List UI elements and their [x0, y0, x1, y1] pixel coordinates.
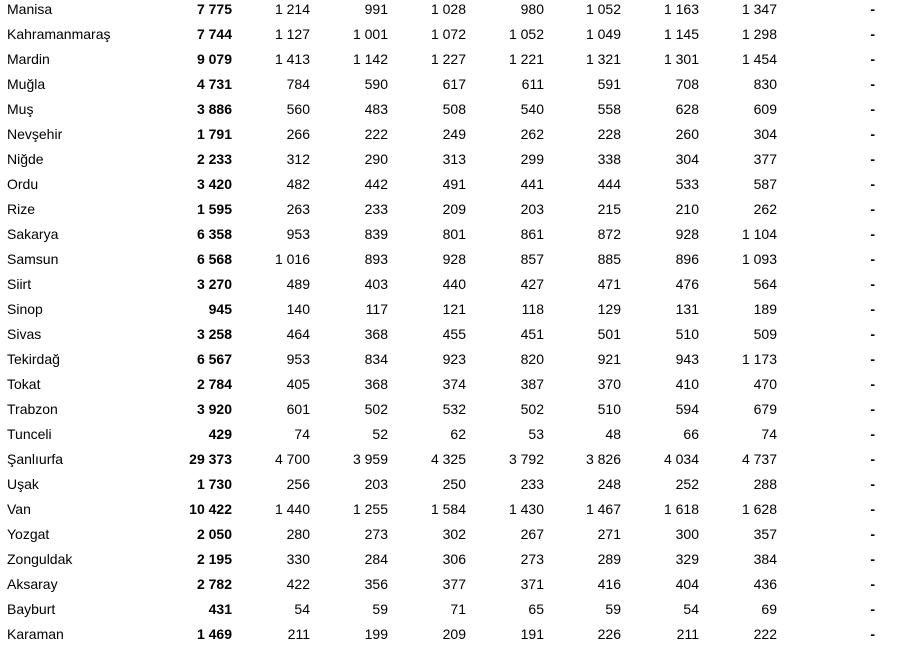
- value-cell: 300: [675, 526, 699, 542]
- empty-value-cell: -: [870, 201, 875, 217]
- value-cell: 203: [520, 201, 544, 217]
- value-cell: 4 034: [663, 451, 699, 467]
- total-cell: 3 270: [196, 276, 232, 292]
- province-name-cell: Yozgat: [7, 526, 50, 542]
- value-cell: 4 737: [741, 451, 777, 467]
- table-row: [0, 222, 897, 247]
- table-row: [0, 272, 897, 297]
- table-row: [0, 547, 897, 572]
- value-cell: 558: [597, 101, 621, 117]
- total-cell: 2 233: [196, 151, 232, 167]
- value-cell: 1 214: [274, 1, 310, 17]
- value-cell: 252: [675, 476, 699, 492]
- total-cell: 7 744: [196, 26, 232, 42]
- value-cell: 211: [676, 626, 699, 642]
- value-cell: 211: [287, 626, 310, 642]
- total-cell: 2 784: [196, 376, 232, 392]
- value-cell: 953: [286, 226, 310, 242]
- value-cell: 69: [761, 601, 777, 617]
- value-cell: 74: [761, 426, 777, 442]
- province-name-cell: Siirt: [7, 276, 32, 292]
- table-row: [0, 347, 897, 372]
- value-cell: 306: [442, 551, 466, 567]
- province-name-cell: Bayburt: [7, 601, 56, 617]
- value-cell: 1 221: [508, 51, 544, 67]
- total-cell: 6 567: [196, 351, 232, 367]
- value-cell: 74: [294, 426, 310, 442]
- total-cell: 6 568: [196, 251, 232, 267]
- value-cell: 357: [753, 526, 777, 542]
- value-cell: 416: [597, 576, 621, 592]
- value-cell: 440: [442, 276, 466, 292]
- value-cell: 1 321: [585, 51, 621, 67]
- value-cell: 1 298: [741, 26, 777, 42]
- value-cell: 1 255: [352, 501, 388, 517]
- value-cell: 1 145: [663, 26, 699, 42]
- total-cell: 3 258: [196, 326, 232, 342]
- table-row: [0, 422, 897, 447]
- total-cell: 431: [208, 601, 232, 617]
- value-cell: 1 584: [430, 501, 466, 517]
- value-cell: 189: [753, 301, 777, 317]
- total-cell: 2 782: [196, 576, 232, 592]
- value-cell: 885: [597, 251, 621, 267]
- table-row: [0, 372, 897, 397]
- value-cell: 59: [372, 601, 388, 617]
- value-cell: 3 792: [508, 451, 544, 467]
- empty-value-cell: -: [870, 101, 875, 117]
- value-cell: 267: [520, 526, 544, 542]
- table-row: [0, 297, 897, 322]
- empty-value-cell: -: [870, 401, 875, 417]
- value-cell: 991: [364, 1, 388, 17]
- value-cell: 591: [597, 76, 621, 92]
- province-name-cell: Niğde: [7, 151, 44, 167]
- value-cell: 284: [364, 551, 388, 567]
- value-cell: 1 618: [663, 501, 699, 517]
- value-cell: 1 430: [508, 501, 544, 517]
- value-cell: 356: [364, 576, 388, 592]
- table-row: [0, 497, 897, 522]
- value-cell: 483: [364, 101, 388, 117]
- value-cell: 532: [442, 401, 466, 417]
- total-cell: 2 195: [196, 551, 232, 567]
- empty-value-cell: -: [870, 251, 875, 267]
- value-cell: 609: [753, 101, 777, 117]
- value-cell: 233: [364, 201, 388, 217]
- value-cell: 533: [675, 176, 699, 192]
- value-cell: 590: [364, 76, 388, 92]
- value-cell: 374: [442, 376, 466, 392]
- value-cell: 222: [364, 126, 388, 142]
- value-cell: 410: [675, 376, 699, 392]
- table-row: [0, 122, 897, 147]
- province-name-cell: Tunceli: [7, 426, 52, 442]
- table-row: [0, 397, 897, 422]
- province-name-cell: Trabzon: [7, 401, 58, 417]
- total-cell: 1 595: [196, 201, 232, 217]
- total-cell: 1 469: [196, 626, 232, 642]
- value-cell: 471: [597, 276, 621, 292]
- value-cell: 444: [597, 176, 621, 192]
- value-cell: 4 700: [274, 451, 310, 467]
- value-cell: 560: [286, 101, 310, 117]
- province-name-cell: Zonguldak: [7, 551, 73, 567]
- value-cell: 587: [753, 176, 777, 192]
- value-cell: 262: [753, 201, 777, 217]
- province-name-cell: Nevşehir: [7, 126, 63, 142]
- value-cell: 117: [365, 301, 388, 317]
- value-cell: 436: [753, 576, 777, 592]
- province-name-cell: Sakarya: [7, 226, 59, 242]
- empty-value-cell: -: [870, 426, 875, 442]
- table-row: [0, 172, 897, 197]
- value-cell: 1 413: [274, 51, 310, 67]
- value-cell: 3 959: [352, 451, 388, 467]
- value-cell: 288: [753, 476, 777, 492]
- empty-value-cell: -: [870, 76, 875, 92]
- value-cell: 330: [286, 551, 310, 567]
- table-row: [0, 622, 897, 647]
- table-row: [0, 0, 897, 22]
- value-cell: 501: [597, 326, 621, 342]
- value-cell: 312: [286, 151, 310, 167]
- value-cell: 928: [442, 251, 466, 267]
- total-cell: 10 422: [189, 501, 232, 517]
- table-row: [0, 522, 897, 547]
- value-cell: 271: [597, 526, 621, 542]
- empty-value-cell: -: [870, 326, 875, 342]
- empty-value-cell: -: [870, 551, 875, 567]
- value-cell: 403: [364, 276, 388, 292]
- value-cell: 233: [520, 476, 544, 492]
- value-cell: 834: [364, 351, 388, 367]
- value-cell: 1 052: [585, 1, 621, 17]
- value-cell: 53: [528, 426, 544, 442]
- value-cell: 427: [520, 276, 544, 292]
- value-cell: 921: [597, 351, 621, 367]
- value-cell: 129: [597, 301, 621, 317]
- value-cell: 508: [442, 101, 466, 117]
- value-cell: 66: [683, 426, 699, 442]
- value-cell: 215: [597, 201, 621, 217]
- empty-value-cell: -: [870, 576, 875, 592]
- province-name-cell: Mardin: [7, 51, 50, 67]
- value-cell: 540: [520, 101, 544, 117]
- value-cell: 210: [675, 201, 699, 217]
- value-cell: 3 826: [585, 451, 621, 467]
- value-cell: 617: [442, 76, 466, 92]
- value-cell: 820: [520, 351, 544, 367]
- table-row: [0, 322, 897, 347]
- value-cell: 304: [753, 126, 777, 142]
- value-cell: 442: [364, 176, 388, 192]
- total-cell: 7 775: [196, 1, 232, 17]
- value-cell: 455: [442, 326, 466, 342]
- province-name-cell: Aksaray: [7, 576, 58, 592]
- value-cell: 1 628: [741, 501, 777, 517]
- value-cell: 273: [364, 526, 388, 542]
- total-cell: 945: [208, 301, 232, 317]
- value-cell: 203: [364, 476, 388, 492]
- value-cell: 470: [753, 376, 777, 392]
- value-cell: 290: [364, 151, 388, 167]
- value-cell: 861: [520, 226, 544, 242]
- value-cell: 371: [520, 576, 544, 592]
- value-cell: 222: [753, 626, 777, 642]
- value-cell: 273: [520, 551, 544, 567]
- value-cell: 118: [521, 301, 544, 317]
- value-cell: 980: [520, 1, 544, 17]
- empty-value-cell: -: [870, 226, 875, 242]
- value-cell: 249: [442, 126, 466, 142]
- total-cell: 29 373: [189, 451, 232, 467]
- value-cell: 594: [675, 401, 699, 417]
- province-name-cell: Şanlıurfa: [7, 451, 64, 467]
- value-cell: 628: [675, 101, 699, 117]
- empty-value-cell: -: [870, 476, 875, 492]
- value-cell: 209: [442, 201, 466, 217]
- value-cell: 1 104: [741, 226, 777, 242]
- value-cell: 59: [605, 601, 621, 617]
- total-cell: 3 886: [196, 101, 232, 117]
- value-cell: 476: [675, 276, 699, 292]
- value-cell: 502: [364, 401, 388, 417]
- value-cell: 1 454: [741, 51, 777, 67]
- value-cell: 209: [442, 626, 466, 642]
- table-row: [0, 147, 897, 172]
- province-name-cell: Tekirdağ: [7, 351, 60, 367]
- table-row: [0, 22, 897, 47]
- value-cell: 263: [286, 201, 310, 217]
- value-cell: 54: [683, 601, 699, 617]
- province-name-cell: Van: [7, 501, 31, 517]
- value-cell: 384: [753, 551, 777, 567]
- value-cell: 71: [450, 601, 466, 617]
- table-row: [0, 47, 897, 72]
- value-cell: 509: [753, 326, 777, 342]
- value-cell: 1 440: [274, 501, 310, 517]
- value-cell: 299: [520, 151, 544, 167]
- value-cell: 893: [364, 251, 388, 267]
- value-cell: 830: [753, 76, 777, 92]
- value-cell: 491: [442, 176, 466, 192]
- value-cell: 140: [286, 301, 310, 317]
- province-name-cell: Kahramanmaraş: [7, 26, 111, 42]
- total-cell: 1 730: [196, 476, 232, 492]
- empty-value-cell: -: [870, 626, 875, 642]
- value-cell: 329: [675, 551, 699, 567]
- value-cell: 510: [597, 401, 621, 417]
- value-cell: 502: [520, 401, 544, 417]
- total-cell: 429: [208, 426, 232, 442]
- value-cell: 262: [520, 126, 544, 142]
- value-cell: 302: [442, 526, 466, 542]
- value-cell: 250: [442, 476, 466, 492]
- province-name-cell: Muğla: [7, 76, 46, 92]
- province-name-cell: Uşak: [7, 476, 39, 492]
- value-cell: 52: [372, 426, 388, 442]
- value-cell: 1 301: [663, 51, 699, 67]
- value-cell: 1 028: [430, 1, 466, 17]
- value-cell: 464: [286, 326, 310, 342]
- value-cell: 289: [597, 551, 621, 567]
- value-cell: 4 325: [430, 451, 466, 467]
- value-cell: 1 467: [585, 501, 621, 517]
- empty-value-cell: -: [870, 451, 875, 467]
- table-row: [0, 597, 897, 622]
- empty-value-cell: -: [870, 376, 875, 392]
- total-cell: 4 731: [196, 76, 232, 92]
- value-cell: 54: [294, 601, 310, 617]
- value-cell: 953: [286, 351, 310, 367]
- empty-value-cell: -: [870, 26, 875, 42]
- empty-value-cell: -: [870, 526, 875, 542]
- value-cell: 377: [753, 151, 777, 167]
- value-cell: 1 001: [352, 26, 388, 42]
- value-cell: 387: [520, 376, 544, 392]
- value-cell: 62: [450, 426, 466, 442]
- table-row: [0, 472, 897, 497]
- empty-value-cell: -: [870, 276, 875, 292]
- value-cell: 489: [286, 276, 310, 292]
- value-cell: 226: [597, 626, 621, 642]
- province-name-cell: Ordu: [7, 176, 39, 192]
- value-cell: 872: [597, 226, 621, 242]
- value-cell: 338: [597, 151, 621, 167]
- province-name-cell: Karaman: [7, 626, 64, 642]
- value-cell: 304: [675, 151, 699, 167]
- province-name-cell: Tokat: [7, 376, 41, 392]
- total-cell: 3 920: [196, 401, 232, 417]
- empty-value-cell: -: [870, 176, 875, 192]
- value-cell: 923: [442, 351, 466, 367]
- value-cell: 260: [675, 126, 699, 142]
- value-cell: 368: [364, 326, 388, 342]
- empty-value-cell: -: [870, 51, 875, 67]
- value-cell: 131: [675, 301, 699, 317]
- value-cell: 784: [286, 76, 310, 92]
- value-cell: 121: [442, 301, 466, 317]
- empty-value-cell: -: [870, 126, 875, 142]
- value-cell: 1 227: [430, 51, 466, 67]
- table-row: [0, 447, 897, 472]
- value-cell: 1 072: [430, 26, 466, 42]
- value-cell: 228: [597, 126, 621, 142]
- value-cell: 1 093: [741, 251, 777, 267]
- empty-value-cell: -: [870, 351, 875, 367]
- table-row: [0, 97, 897, 122]
- table-row: [0, 572, 897, 597]
- value-cell: 266: [286, 126, 310, 142]
- value-cell: 857: [520, 251, 544, 267]
- value-cell: 248: [597, 476, 621, 492]
- value-cell: 708: [675, 76, 699, 92]
- empty-value-cell: -: [870, 301, 875, 317]
- value-cell: 65: [528, 601, 544, 617]
- value-cell: 451: [520, 326, 544, 342]
- value-cell: 199: [364, 626, 388, 642]
- value-cell: 801: [442, 226, 466, 242]
- value-cell: 377: [442, 576, 466, 592]
- province-name-cell: Rize: [7, 201, 36, 217]
- value-cell: 510: [675, 326, 699, 342]
- value-cell: 1 127: [274, 26, 310, 42]
- table-row: [0, 197, 897, 222]
- value-cell: 441: [520, 176, 544, 192]
- province-name-cell: Samsun: [7, 251, 59, 267]
- province-name-cell: Manisa: [7, 1, 53, 17]
- value-cell: 370: [597, 376, 621, 392]
- province-name-cell: Sivas: [7, 326, 42, 342]
- value-cell: 1 163: [663, 1, 699, 17]
- total-cell: 1 791: [196, 126, 232, 142]
- value-cell: 928: [675, 226, 699, 242]
- value-cell: 1 049: [585, 26, 621, 42]
- empty-value-cell: -: [870, 151, 875, 167]
- table-row: [0, 247, 897, 272]
- value-cell: 422: [286, 576, 310, 592]
- value-cell: 405: [286, 376, 310, 392]
- value-cell: 1 173: [741, 351, 777, 367]
- value-cell: 280: [286, 526, 310, 542]
- value-cell: 404: [675, 576, 699, 592]
- value-cell: 48: [605, 426, 621, 442]
- empty-value-cell: -: [870, 601, 875, 617]
- value-cell: 943: [675, 351, 699, 367]
- empty-value-cell: -: [870, 501, 875, 517]
- value-cell: 256: [286, 476, 310, 492]
- value-cell: 191: [520, 626, 544, 642]
- value-cell: 896: [675, 251, 699, 267]
- value-cell: 839: [364, 226, 388, 242]
- province-name-cell: Sinop: [7, 301, 43, 317]
- value-cell: 564: [753, 276, 777, 292]
- value-cell: 1 142: [352, 51, 388, 67]
- value-cell: 601: [286, 401, 310, 417]
- value-cell: 611: [521, 76, 544, 92]
- total-cell: 2 050: [196, 526, 232, 542]
- total-cell: 3 420: [196, 176, 232, 192]
- empty-value-cell: -: [870, 1, 875, 17]
- province-name-cell: Muş: [7, 101, 34, 117]
- total-cell: 9 079: [196, 51, 232, 67]
- value-cell: 1 052: [508, 26, 544, 42]
- table-row: [0, 72, 897, 97]
- value-cell: 1 016: [274, 251, 310, 267]
- value-cell: 1 347: [741, 1, 777, 17]
- value-cell: 368: [364, 376, 388, 392]
- value-cell: 313: [442, 151, 466, 167]
- value-cell: 679: [753, 401, 777, 417]
- total-cell: 6 358: [196, 226, 232, 242]
- value-cell: 482: [286, 176, 310, 192]
